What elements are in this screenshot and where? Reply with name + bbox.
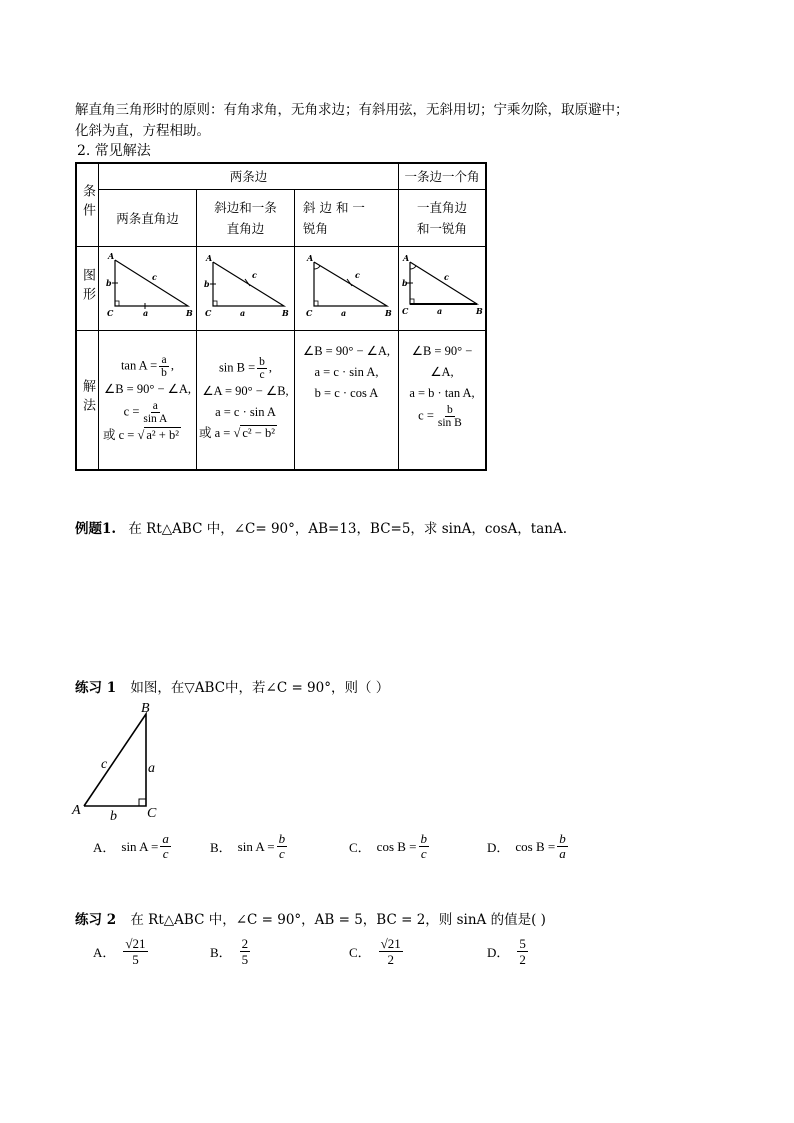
svg-text:C: C [205,307,212,318]
exercise-2-option-d[interactable]: D． $\frac{5}{2}$ [487,936,526,967]
exercise-1-option-a[interactable]: A． sin A = $\frac{a}{c}$ [93,831,169,861]
exercise-2 [75,908,546,928]
svg-text:b: b [204,278,210,289]
example-1 [75,517,567,537]
exercise-1 [75,676,389,696]
exercise-1-triangle [68,700,168,825]
svg-text:B: B [141,701,150,716]
figure-row-header: 图形 [76,246,99,330]
two-sides-header: 两条边 [99,163,399,189]
exercise-1-text: 如图，在▽ABC中，若∠C = 90°，则（ ） [130,680,390,696]
triangle-figure-1 [100,248,195,326]
exercise-2-option-c[interactable]: C． $\frac{√21}{2}$ [349,936,401,967]
method-2: sin B = $\frac{b}{c}$ , ∠A = 90° − ∠B, a = c · sin A 或 a = √ c² − b² [197,330,295,470]
condition-header: 条件 [76,163,99,246]
svg-text:b: b [106,277,112,288]
case-leg-angle: 一直角边 和一锐角 [399,189,487,246]
exercise-2-option-b[interactable]: B． $\frac{2}{5}$ [210,936,249,967]
section-title: 2. 常见解法 [77,143,151,159]
exercise-2-label: 练习 2 [75,912,117,928]
methods-table [75,162,487,471]
figure-3 [295,246,399,330]
svg-text:a: a [148,761,155,776]
exercise-1-option-b[interactable]: B． sin A = $\frac{b}{c}$ [210,831,286,861]
svg-text:a: a [240,307,246,318]
example-1-text: 在 Rt△ABC 中，∠C= 90°，AB=13，BC=5，求 sinA，cosA，tanA. [128,521,567,537]
exercise-2-text: 在 Rt△ABC 中，∠C = 90°，AB = 5，BC = 2，则 sinA 的值是( ) [130,912,546,928]
intro-line-1: 解直角三角形时的原则：有角求角，无角求边；有斜用弦，无斜用切；宁乘勿除，取原避中； [75,102,629,118]
method-3: ∠B = 90° − ∠A, a = c · sin A, b = c · cos A [295,330,399,470]
method-4: ∠B = 90° − ∠A, a = b · tan A, c = $\frac{b}{\text{sin B}}$ [399,330,487,470]
svg-text:a: a [341,307,347,318]
figure-2 [197,246,295,330]
svg-text:B: B [186,307,193,318]
intro-line-2: 化斜为直，方程相助。 [75,123,210,139]
triangle-figure-2 [198,248,293,326]
case-two-legs: 两条直角边 [99,189,197,246]
svg-text:a: a [437,305,443,316]
svg-text:A: A [108,250,115,261]
svg-text:B: B [476,305,483,316]
case-hyp-angle: 斜 边 和 一 锐角 [295,189,399,246]
case-hyp-leg: 斜边和一条 直角边 [197,189,295,246]
method-row-header: 解法 [76,330,99,470]
figure-1 [99,246,197,330]
svg-text:c: c [152,271,157,282]
svg-text:A: A [403,252,410,263]
svg-text:A: A [72,803,81,818]
svg-text:c: c [101,757,108,772]
triangle-figure-3 [299,248,394,326]
svg-text:c: c [444,271,449,282]
exercise-2-option-a[interactable]: A． $\frac{√21}{5}$ [93,936,146,967]
example-1-label: 例题1. [75,521,117,537]
svg-text:C: C [147,806,157,821]
svg-text:b: b [110,809,117,824]
side-angle-header: 一条边一个角 [399,163,487,189]
svg-text:B: B [385,307,392,318]
svg-text:C: C [402,305,409,316]
method-1: tan A = $\frac{a}{b}$ , ∠B = 90° − ∠A, c = $\frac{a}{\text{sin A}}$ 或 c = √ a² + b² [99,330,197,470]
svg-text:B: B [282,307,289,318]
exercise-1-label: 练习 1 [75,680,117,696]
exercise-1-option-d[interactable]: D． cos B = $\frac{b}{a}$ [487,831,566,861]
svg-text:C: C [107,307,114,318]
svg-text:a: a [143,307,149,318]
svg-text:A: A [206,252,213,263]
svg-text:A: A [307,252,314,263]
svg-text:b: b [402,277,408,288]
figure-4 [399,246,487,330]
svg-text:c: c [355,269,360,280]
svg-text:c: c [252,269,257,280]
triangle-figure-4 [399,248,485,326]
exercise-1-option-c[interactable]: C． cos B = $\frac{b}{c}$ [349,831,428,861]
svg-text:C: C [306,307,313,318]
